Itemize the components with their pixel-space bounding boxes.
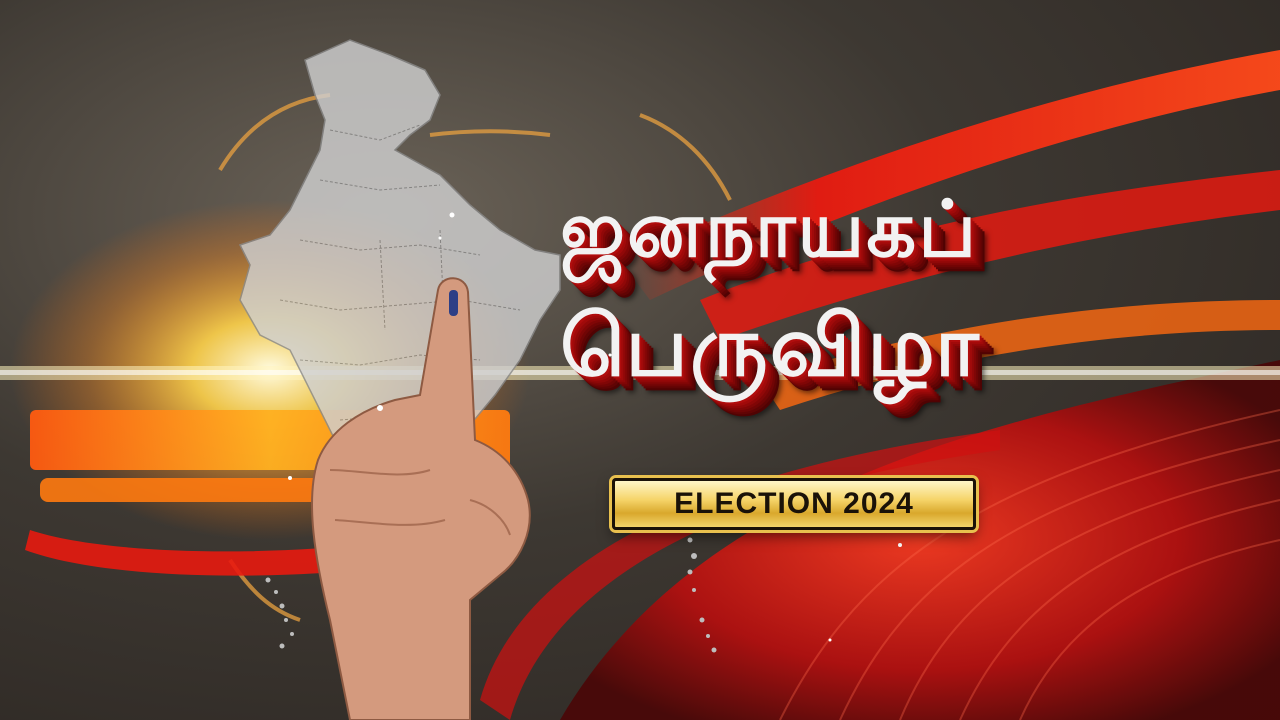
title-line-1: ஜனநாயகப்	[560, 185, 979, 275]
election-badge	[612, 478, 976, 530]
title-line-2: பெருவிழா	[560, 297, 981, 395]
title-block	[560, 185, 1080, 475]
election-label: ELECTION 2024	[674, 487, 914, 520]
